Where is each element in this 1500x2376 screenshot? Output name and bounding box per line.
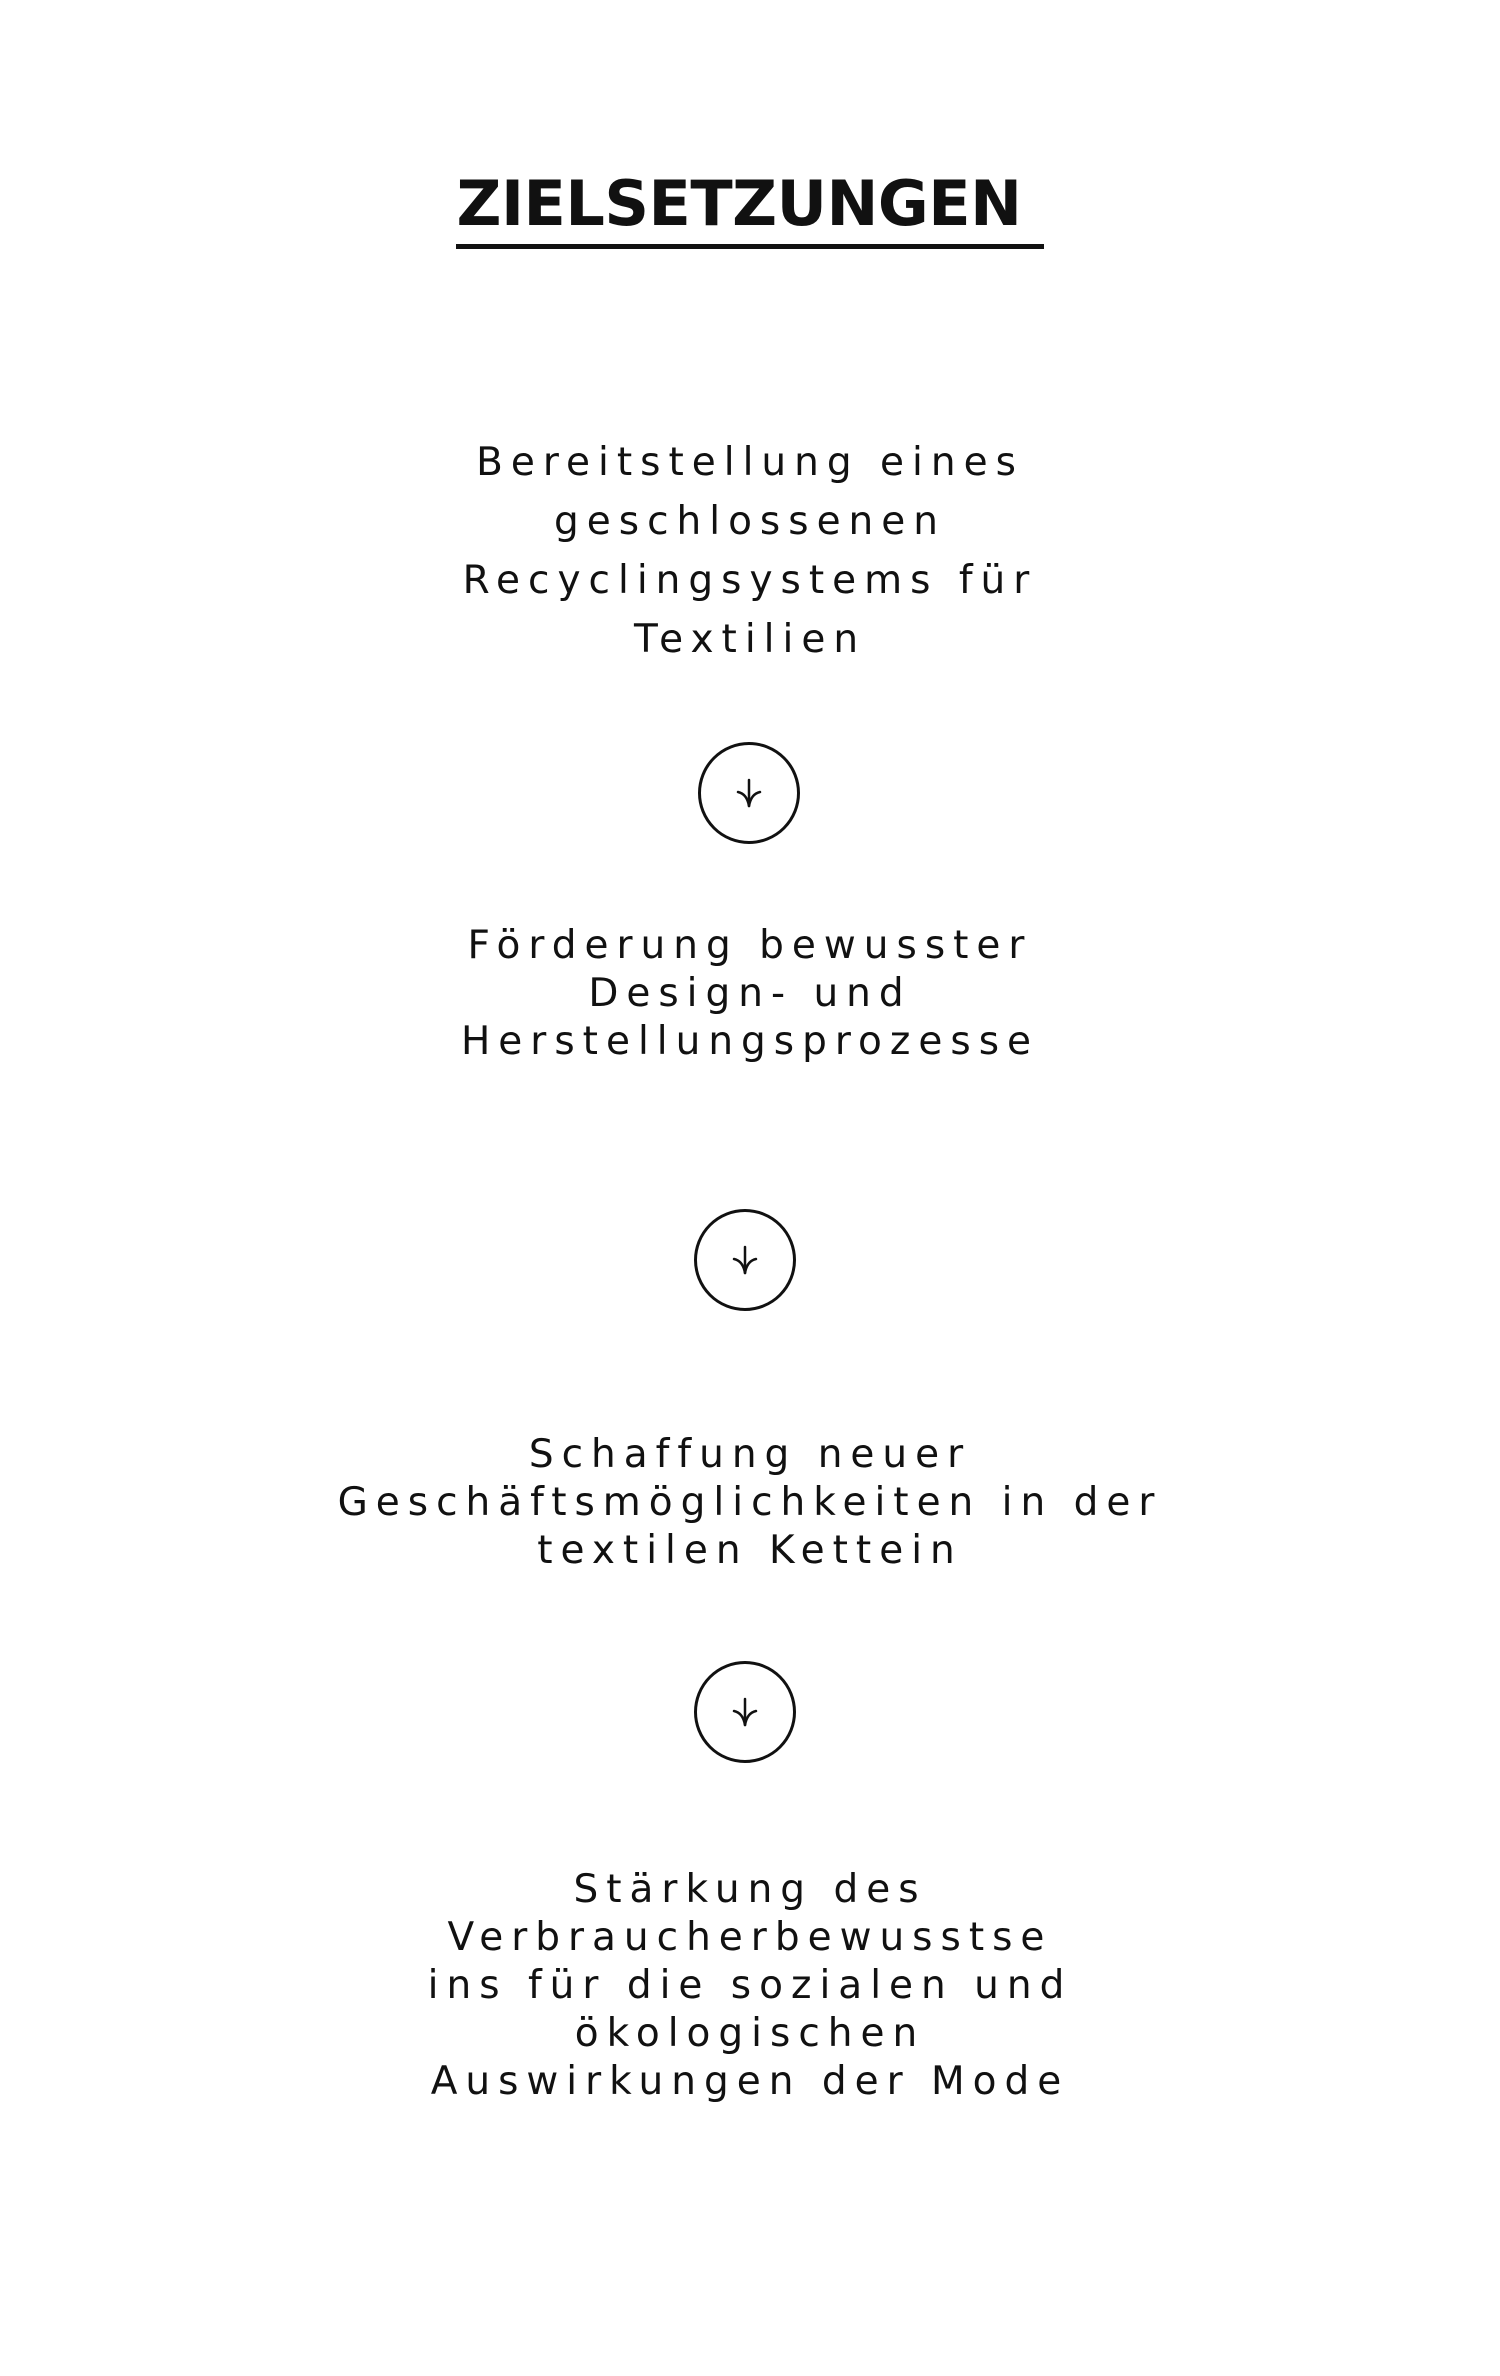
- arrow-down-icon: [697, 1664, 793, 1760]
- goal-line: Bereitstellung eines: [476, 440, 1024, 485]
- goal-line: geschlossenen: [554, 499, 946, 544]
- goal-line: Textilien: [633, 617, 867, 662]
- goal-recycling-system: [0, 433, 1500, 669]
- goal-conscious-design: [0, 922, 1500, 1066]
- arrow-down-icon: [697, 1212, 793, 1308]
- arrow-down-icon: [701, 745, 797, 841]
- goal-line: Stärkung des: [573, 1867, 927, 1912]
- goal-line: ins für die sozialen und: [427, 1963, 1073, 2008]
- goal-business-opportunities: [0, 1431, 1500, 1575]
- goal-line: Förderung bewusster: [467, 923, 1033, 968]
- arrow-down-circle-icon: [694, 1209, 796, 1311]
- goal-line: Geschäftsmöglichkeiten in der: [337, 1480, 1163, 1525]
- goal-line: textilen Kettein: [537, 1528, 963, 1573]
- arrow-down-circle-icon: [698, 742, 800, 844]
- page-title: [0, 168, 1500, 249]
- goal-line: Recyclingsystems für: [462, 558, 1038, 603]
- goal-consumer-awareness: [0, 1866, 1500, 2106]
- goal-line: Schaffung neuer: [528, 1432, 972, 1477]
- goal-line: Auswirkungen der Mode: [430, 2059, 1070, 2104]
- arrow-down-circle-icon: [694, 1661, 796, 1763]
- page-title-text: ZIELSETZUNGEN: [456, 168, 1043, 249]
- goal-line: Design- und: [588, 971, 912, 1016]
- goal-line: Verbraucherbewusstse: [447, 1915, 1053, 1960]
- goal-line: ökologischen: [574, 2011, 926, 2056]
- goal-line: Herstellungsprozesse: [460, 1019, 1040, 1064]
